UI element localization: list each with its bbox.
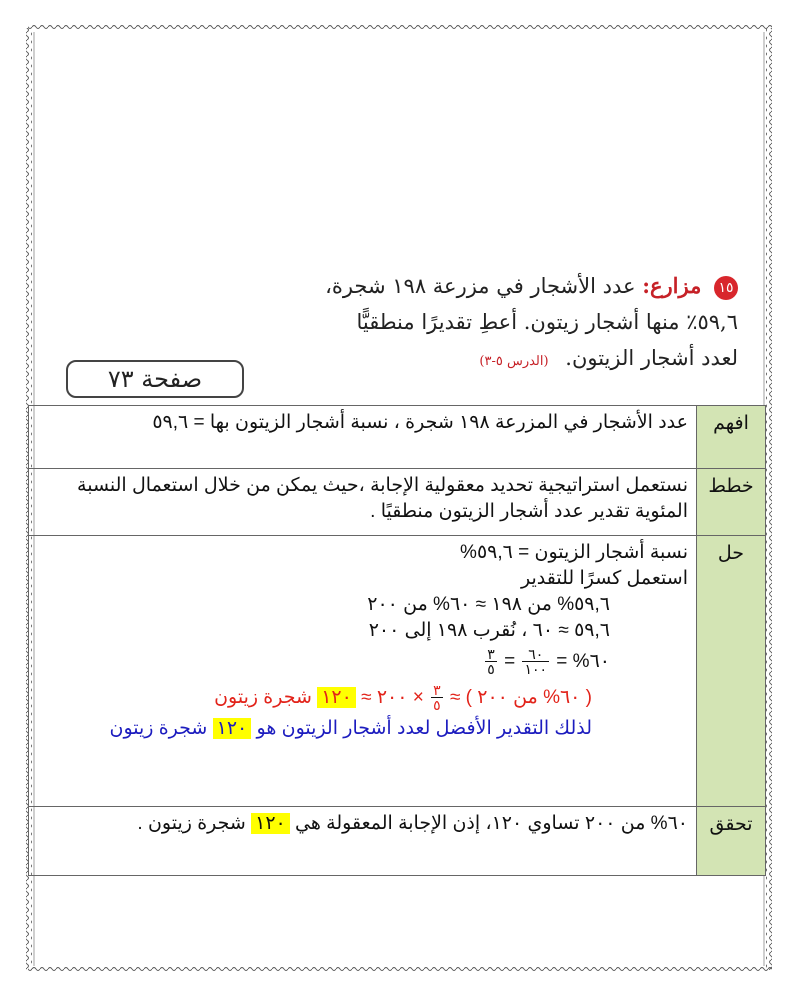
check-text-c: شجرة زيتون .	[137, 813, 246, 834]
step-check-row	[29, 807, 766, 876]
solve-line-2: استعمل كسرًا للتقدير	[521, 568, 688, 589]
step-content-solve	[29, 536, 697, 807]
step-label-check: تحقق	[697, 807, 766, 876]
step-label-understand: افهم	[697, 406, 766, 469]
problem-text-3: لعدد أشجار الزيتون.	[565, 346, 738, 370]
step-content-check	[29, 807, 697, 876]
solve-line-6	[37, 680, 688, 716]
fraction-3-5: $\frac{٣}{٥}$	[487, 646, 495, 678]
solve-line-6-a: ( ٦٠% من ٢٠٠ ) ≈	[449, 687, 592, 708]
check-text-a: ٦٠% من ٢٠٠ تساوي ١٢٠، إذن الإجابة المعقولة هي	[295, 813, 688, 834]
lesson-reference: (الدرس ٥-٣)	[479, 354, 549, 369]
solve-line-5	[37, 644, 688, 680]
problem-topic: مزارع:	[642, 273, 702, 298]
solve-line-3: ٥٩,٦% من ١٩٨ ≈ ٦٠% من ٢٠٠	[367, 594, 610, 615]
step-solve-row	[29, 536, 766, 807]
step-label-solve: حل	[697, 536, 766, 807]
problem-line-1	[218, 268, 738, 304]
problem-line-2: ٥٩,٦٪ منها أشجار زيتون. أعطِ تقديرًا منطقيًّا	[356, 310, 738, 334]
page-number-label: صفحة ٧٣	[66, 360, 244, 398]
step-content-plan: نستعمل استراتيجية تحديد معقولية الإجابة ،حيث يمكن من خلال استعمال النسبة المئوية تقدير عدد أشجار الزيتون منطقيًا .	[29, 469, 697, 536]
solve-line-1: نسبة أشجار الزيتون = ٥٩,٦%	[460, 542, 688, 563]
problem-statement	[218, 268, 738, 380]
step-content-understand: عدد الأشجار في المزرعة ١٩٨ شجرة ، نسبة أشجار الزيتون بها = ٥٩,٦	[29, 406, 697, 469]
highlighted-answer: ١٢٠	[317, 687, 356, 708]
step-understand-row	[29, 406, 766, 469]
solve-line-7-a: لذلك التقدير الأفضل لعدد أشجار الزيتون هو	[256, 718, 592, 739]
solve-line-7	[37, 716, 688, 742]
solve-line-4: ٥٩,٦ ≈ ٦٠ ، نُقرب ١٩٨ إلى ٢٠٠	[368, 620, 610, 641]
highlighted-answer-3: ١٢٠	[251, 813, 290, 834]
step-label-plan: خطط	[697, 469, 766, 536]
problem-text-1: عدد الأشجار في مزرعة ١٩٨ شجرة،	[325, 274, 636, 298]
solve-line-5-lhs: ٦٠% =	[556, 651, 610, 672]
problem-line-3	[218, 340, 738, 380]
fraction-3-5-b: $\frac{٣}{٥}$	[433, 682, 441, 714]
solve-line-5-eq: =	[504, 651, 516, 672]
solve-line-6-b: × ٢٠٠ ≈	[361, 687, 424, 708]
fraction-60-100: $\frac{٦٠}{١٠٠}$	[524, 646, 548, 678]
solution-steps-table	[28, 405, 766, 876]
step-plan-row	[29, 469, 766, 536]
problem-number-badge: ١٥	[714, 276, 738, 300]
highlighted-answer-2: ١٢٠	[213, 718, 252, 739]
solve-line-7-c: شجرة زيتون	[109, 718, 208, 739]
solve-line-6-c: شجرة زيتون	[214, 687, 312, 708]
